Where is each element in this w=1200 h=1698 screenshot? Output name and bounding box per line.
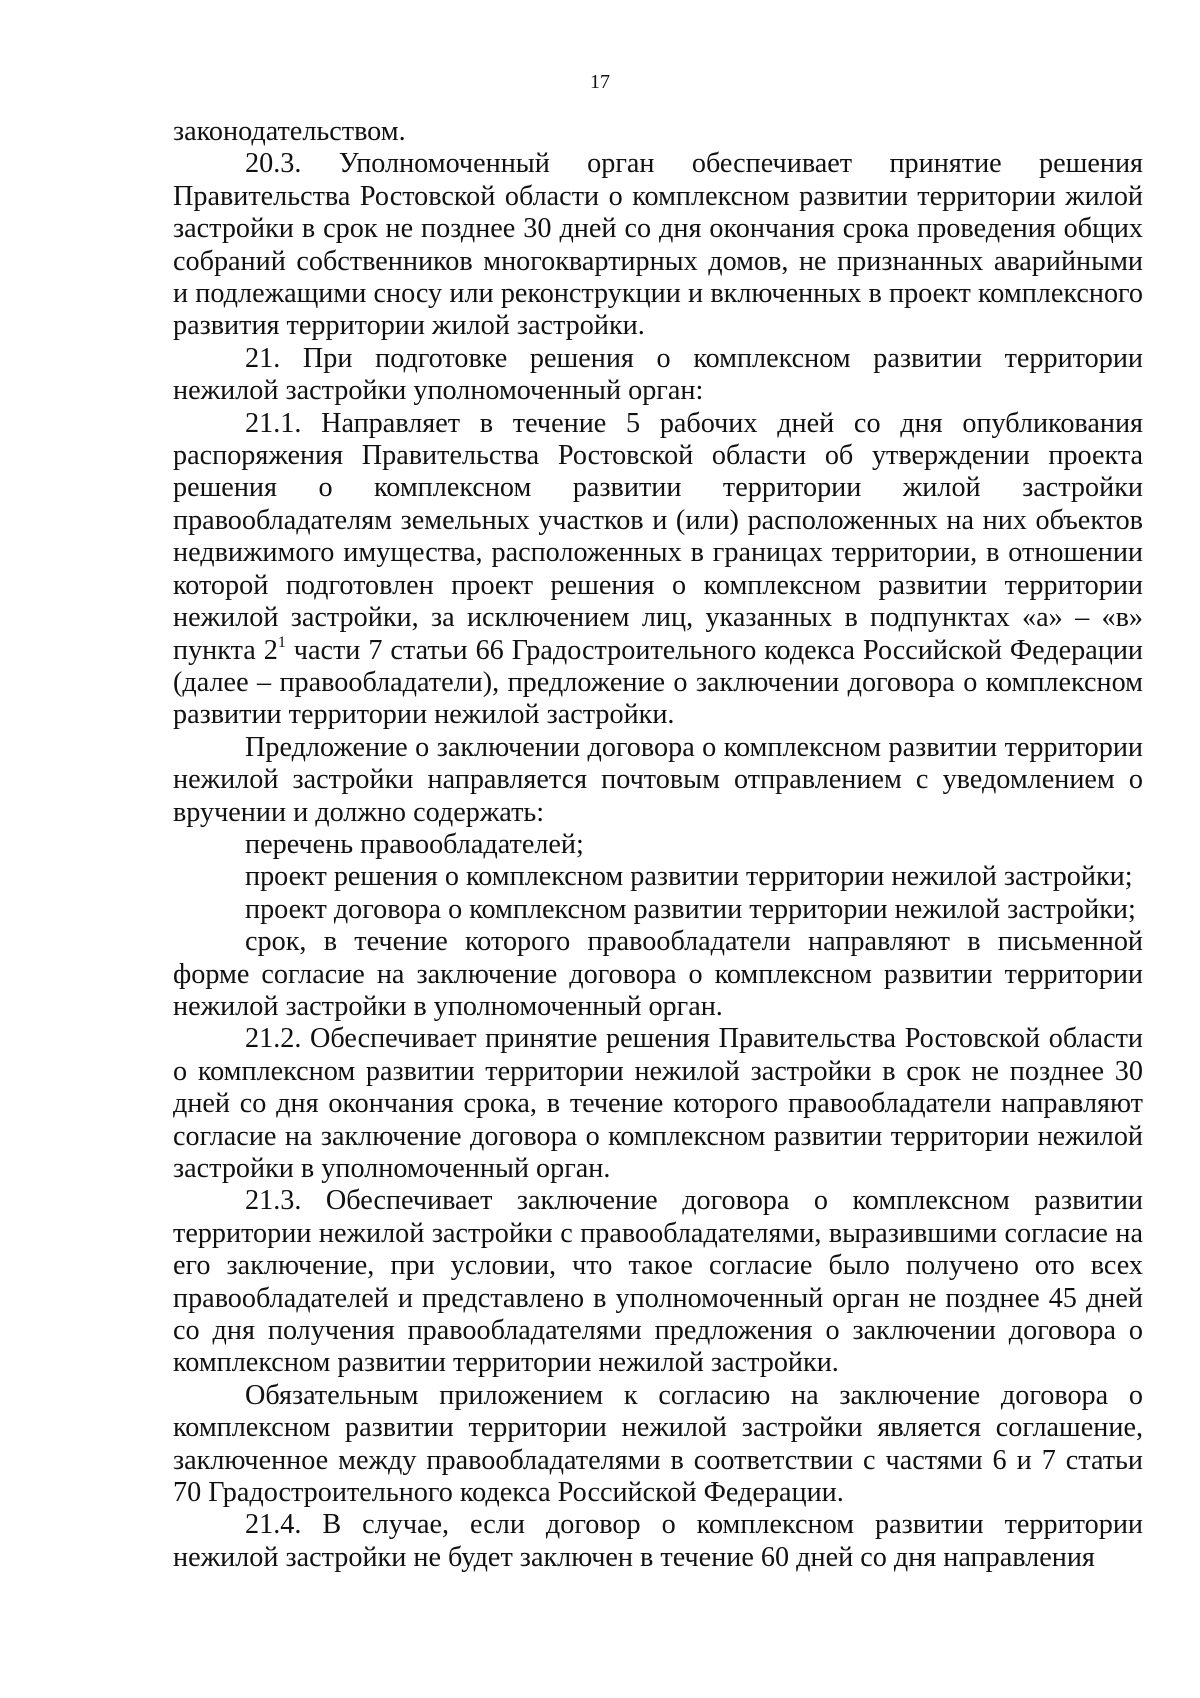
list-item-draft-decision: проект решения о комплексном развитии территории нежилой застройки; — [245, 861, 1133, 893]
paragraph-mandatory-appendix: Обязательным приложением к согласию на заключение договора о комплексном развитии территории нежилой застройки является соглашение, заключенное между правообладателями в соответствии с частями 6 и 7 статьи 70 Градостроительного кодекса Российской Федерации. — [173, 1379, 1143, 1509]
page-number: 17 — [590, 71, 610, 93]
list-item-deadline: срок, в течение которого правообладатели направляют в письменной форме согласие на заключение договора о комплексном развитии территории нежилой застройки в уполномоченный орган. — [173, 926, 1143, 1022]
paragraph-21-3: 21.3. Обеспечивает заключение договора о комплексном развитии территории нежилой застройки с правообладателями, выразившими согласие на его заключение, при условии, что такое согласие было получено ото всех правообладателей и представлено в уполномоченный орган не позднее 45 дней со дня получения правообладателями предложения о заключении договора о комплексном развитии территории нежилой застройки. — [173, 1185, 1143, 1379]
paragraph-21-2: 21.2. Обеспечивает принятие решения Правительства Ростовской области о комплексном развитии территории нежилой застройки в срок не позднее 30 дней со дня окончания срока, в течение которого правообладатели направляют согласие на заключение договора о комплексном развитии территории нежилой застройки в уполномоченный орган. — [173, 1023, 1143, 1184]
paragraph-proposal: Предложение о заключении договора о комплексном развитии территории нежилой застройки направляется почтовым отправлением с уведомлением о вручении и должно содержать: — [173, 731, 1143, 828]
superscript-index: 1 — [277, 633, 286, 651]
paragraph-21-1-text-a: 21.1. Направляет в течение 5 рабочих дней со дня опубликования распоряжения Правительства Ростовской области об утверждении проекта решения о комплексном развитии территории жилой застройки правообладателям земельных участков и (или) расположенных на них объектов недвижимого имущества, расположенных в границах территории, в отношении которой подготовлен проект решения о комплексном развитии территории нежилой застройки, за исключением лиц, указанных в подпунктах «а» – «в» пункта 2 — [173, 407, 1143, 666]
paragraph-21: 21. При подготовке решения о комплексном развитии территории нежилой застройки уполномоченный орган: — [173, 342, 1143, 407]
paragraph-continuation: законодательством. — [173, 116, 406, 147]
document-body — [173, 116, 1143, 1574]
paragraph-21-1-text-b: части 7 статьи 66 Градостроительного кодекса Российской Федерации (далее – правообладатели), предложение о заключении договора о комплексном развитии территории нежилой застройки. — [173, 634, 1143, 731]
paragraph-21-1 — [173, 408, 1143, 732]
list-item-draft-contract: проект договора о комплексном развитии территории нежилой застройки; — [245, 893, 1136, 925]
list-item-rightholders: перечень правообладателей; — [245, 828, 584, 860]
paragraph-20-3: 20.3. Уполномоченный орган обеспечивает принятие решения Правительства Ростовской области о комплексном развитии территории жилой застройки в срок не позднее 30 дней со дня окончания срока проведения общих собраний собственников многоквартирных домов, не признанных аварийными и подлежащими сносу или реконструкции и включенных в проект комплексного развития территории жилой застройки. — [173, 148, 1143, 342]
paragraph-21-4: 21.4. В случае, если договор о комплексном развитии территории нежилой застройки не будет заключен в течение 60 дней со дня направления — [173, 1509, 1143, 1573]
